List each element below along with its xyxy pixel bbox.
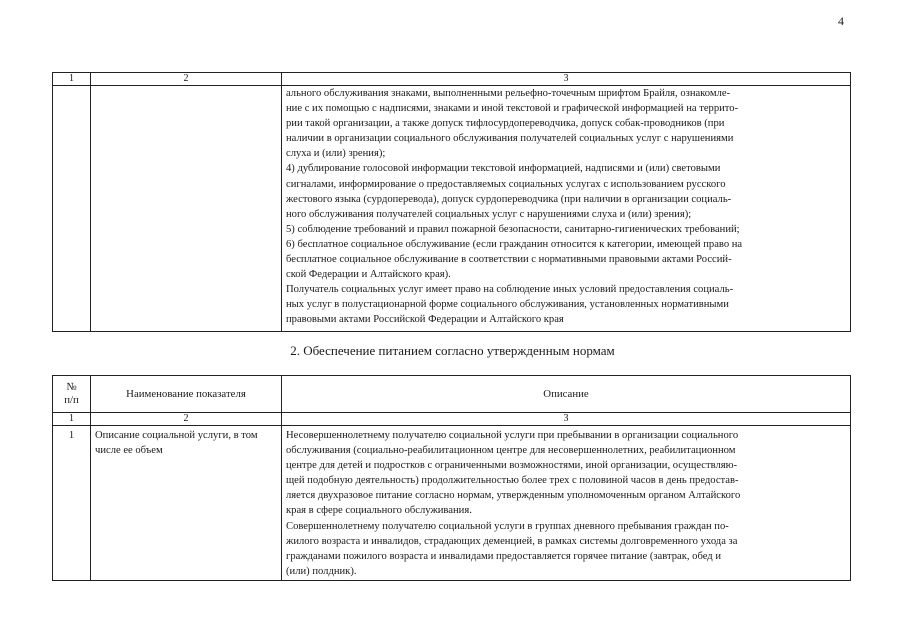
column-number: 2 [91, 413, 282, 426]
header-indicator-name: Наименование показателя [91, 376, 282, 413]
header-number: № п/п [53, 376, 91, 413]
column-number: 3 [282, 73, 851, 86]
empty-cell [53, 86, 91, 332]
column-number-row [53, 73, 851, 86]
table-continued [52, 72, 851, 332]
empty-cell [91, 86, 282, 332]
header-row [53, 376, 851, 413]
header-description: Описание [282, 376, 851, 413]
column-number: 1 [53, 413, 91, 426]
row-description: Несовершеннолетнему получателю социальной услуги при пребывании в организации социального обслуживания (социально-реабилитационном центре для несовершеннолетних, реабилитационном центре для детей и подростков с ограниченными возможностями, иной организации, осуществляю- щей подобную деятельность) продолжительностью более трех с половиной часов в день предостав- ляется двухразовое питание согласно нормам, утвержденным уполномоченным органом Алтайского края в сфере социального обслуживания. Совершеннолетнему получателю социальной услуги в группах дневного пребывания граждан по- жилого возраста и инвалидов, страдающих деменцией, в рамках системы долговременного ухода за гражданами пожилого возраста и инвалидами предоставляется горячее питание (завтрак, обед и (или) полдник). [282, 426, 851, 581]
row-indicator-name: Описание социальной услуги, в том числе ее объем [91, 426, 282, 581]
column-number: 3 [282, 413, 851, 426]
continuation-text: ального обслуживания знаками, выполненными рельефно-точечным шрифтом Брайля, ознакомле- ние с их помощью с надписями, знаками и иной текстовой и графической информацией на террито- рии такой организации, а также допуск тифлосурдопереводчика, допуск собак-проводников (при наличии в организации социального обслуживания получателей социальных услуг с нарушениями слуха и (или) зрения); 4) дублирование голосовой информации текстовой информацией, надписями и (или) световыми сигналами, информирование о предоставляемых социальных услугах с использованием русского жестового языка (сурдоперевода), допуск сурдопереводчика (при наличии в организации социаль- ного обслуживания получателей социальных услуг с нарушениями слуха и (или) зрения); 5) соблюдение требований и правил пожарной безопасности, санитарно-гигиенических требований; 6) бесплатное социальное обслуживание (если гражданин относится к категории, имеющей право на бесплатное социальное обслуживание в соответствии с нормативными правовыми актами Россий- ской Федерации и Алтайского края). Получатель социальных услуг имеет право на соблюдение иных условий предоставления социаль- ных услуг в полустационарной форме социального обслуживания, установленных нормативными правовыми актами Российской Федерации и Алтайского края [282, 86, 851, 332]
column-number-row [53, 413, 851, 426]
table-row [53, 426, 851, 581]
row-number: 1 [53, 426, 91, 581]
section-heading: 2. Обеспечение питанием согласно утвержденным нормам [290, 343, 615, 358]
column-number: 2 [91, 73, 282, 86]
table-row [53, 86, 851, 332]
column-number: 1 [53, 73, 91, 86]
page-number: 4 [838, 14, 844, 28]
table-nutrition [52, 375, 851, 581]
